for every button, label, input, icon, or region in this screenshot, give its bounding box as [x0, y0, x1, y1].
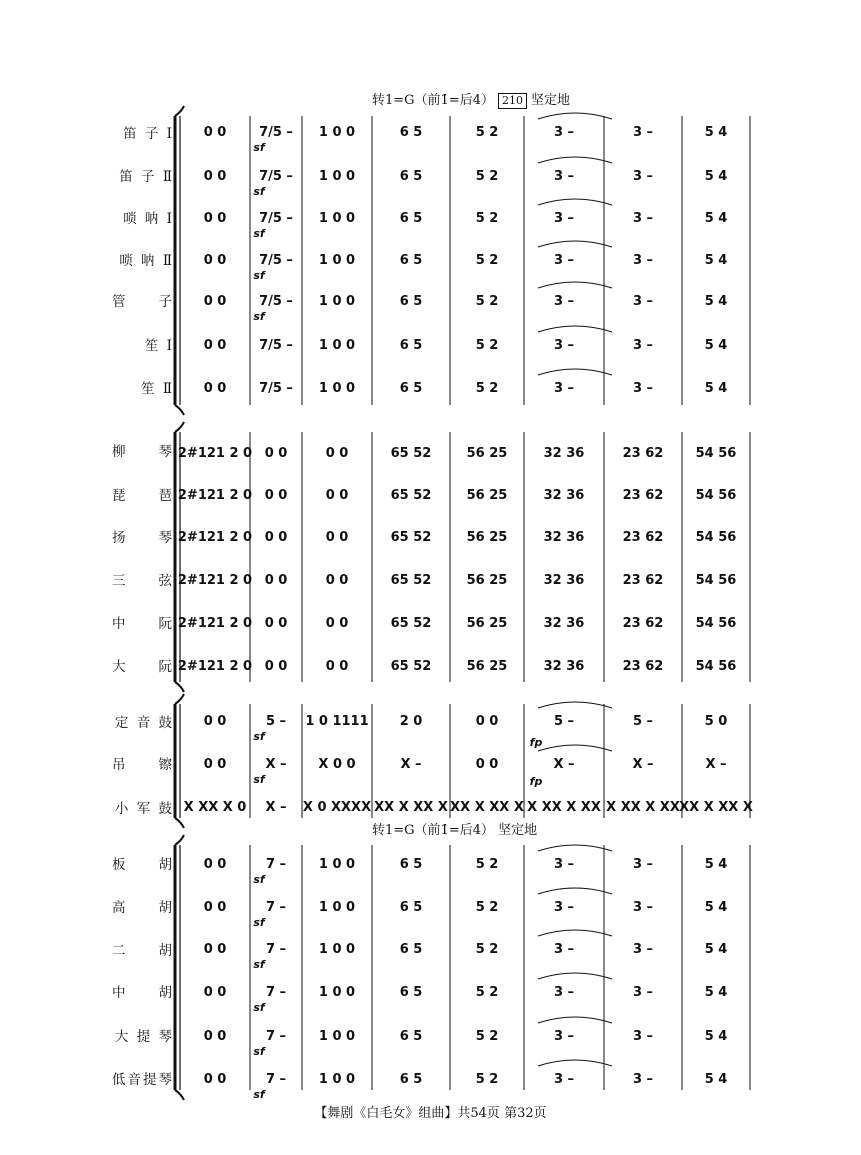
note-g2-r2-m3: XX X XX X [374, 800, 448, 815]
note-g0-r1-m5: 3 – [553, 169, 575, 184]
dyn-sf-g3-r5: sf [253, 1088, 265, 1101]
note-g2-r2-m1: X – [265, 800, 287, 815]
tie-g3-r1 [538, 888, 612, 894]
note-g3-r5-m1: 7 – [265, 1072, 287, 1087]
note-g0-r2-m0: 0 0 [203, 211, 227, 226]
note-g2-r0-m0: 0 0 [203, 714, 227, 729]
instrument-label-timpani: 定 音 鼓 [114, 715, 174, 731]
note-g1-r4-m2: 0 0 [325, 616, 349, 631]
tie-g0-r5 [538, 326, 612, 332]
note-g0-r2-m6: 3 – [632, 211, 654, 226]
group-bracket-top-0 [175, 106, 184, 116]
note-g3-r3-m6: 3 – [632, 985, 654, 1000]
note-g3-r1-m0: 0 0 [203, 900, 227, 915]
note-g2-r2-m7: XX X XX X [679, 800, 753, 815]
instrument-label-dizi-2: 笛 子 Ⅱ [119, 169, 174, 185]
note-g1-r2-m4: 56 25 [466, 530, 508, 545]
note-g1-r3-m6: 23 62 [622, 573, 664, 588]
note-g0-r6-m7: 5 4 [704, 381, 728, 396]
note-g1-r3-m5: 32 36 [543, 573, 585, 588]
tie-g3-r2 [538, 930, 612, 936]
note-g1-r2-m5: 32 36 [543, 530, 585, 545]
dyn-sf-g0-r0: sf [253, 141, 265, 154]
instrument-label-zhongruan: 中 阮 [112, 616, 174, 632]
instrument-label-dizi-1: 笛 子 Ⅰ [123, 126, 174, 142]
note-g3-r4-m2: 1 0 0 [318, 1029, 356, 1044]
note-g1-r4-m7: 54 56 [695, 616, 737, 631]
note-g2-r1-m4: 0 0 [475, 757, 499, 772]
note-g1-r5-m5: 32 36 [543, 659, 585, 674]
note-g3-r3-m3: 6 5 [399, 985, 423, 1000]
note-g0-r3-m6: 3 – [632, 253, 654, 268]
instrument-label-contrabass: 低音提琴 [112, 1072, 174, 1088]
note-g1-r5-m4: 56 25 [466, 659, 508, 674]
note-g1-r0-m2: 0 0 [325, 446, 349, 461]
note-g1-r5-m0: 2#121 2 0 [177, 659, 253, 674]
note-g0-r0-m6: 3 – [632, 125, 654, 140]
note-g1-r2-m2: 0 0 [325, 530, 349, 545]
note-g1-r3-m4: 56 25 [466, 573, 508, 588]
note-g3-r2-m7: 5 4 [704, 942, 728, 957]
rehearsal-number: 210 [498, 93, 527, 109]
note-g1-r1-m2: 0 0 [325, 488, 349, 503]
note-g1-r1-m0: 2#121 2 0 [177, 488, 253, 503]
note-g0-r6-m5: 3 – [553, 381, 575, 396]
note-g0-r0-m4: 5 2 [475, 125, 499, 140]
note-g0-r6-m1: 7/5 – [259, 381, 293, 396]
tempo-text: 坚定地 [530, 93, 570, 108]
note-g3-r0-m7: 5 4 [704, 857, 728, 872]
note-g3-r1-m5: 3 – [553, 900, 575, 915]
note-g0-r3-m4: 5 2 [475, 253, 499, 268]
note-g3-r2-m6: 3 – [632, 942, 654, 957]
note-g1-r0-m4: 56 25 [466, 446, 508, 461]
note-g0-r6-m6: 3 – [632, 381, 654, 396]
note-g3-r3-m5: 3 – [553, 985, 575, 1000]
instrument-label-sanxian: 三 弦 [112, 573, 174, 589]
note-g3-r5-m3: 6 5 [399, 1072, 423, 1087]
note-g3-r3-m7: 5 4 [704, 985, 728, 1000]
note-g3-r1-m2: 1 0 0 [318, 900, 356, 915]
note-g3-r5-m0: 0 0 [203, 1072, 227, 1087]
group-bracket-bottom-0 [175, 405, 184, 415]
note-g2-r1-m1: X – [265, 757, 287, 772]
dyn-sf-g0-r3: sf [253, 269, 265, 282]
note-g2-r1-m3: X – [400, 757, 422, 772]
note-g0-r2-m4: 5 2 [475, 211, 499, 226]
note-g2-r2-m6: X XX X XX [606, 800, 680, 815]
instrument-label-snare: 小 军 鼓 [114, 801, 174, 817]
note-g2-r2-m4: XX X XX X [450, 800, 524, 815]
instrument-label-pipa: 琵 琶 [112, 488, 174, 504]
note-g2-r0-m2: 1 0 1111 [305, 714, 369, 729]
note-g1-r3-m2: 0 0 [325, 573, 349, 588]
dyn-sf-g0-r4: sf [253, 310, 265, 323]
key-change-text-lower: 转1=G（前1̇=后4） [372, 823, 494, 838]
dyn-sf-g3-r4: sf [253, 1045, 265, 1058]
instrument-label-yangqin: 扬 琴 [112, 530, 174, 546]
note-g2-r0-m7: 5 0 [704, 714, 728, 729]
note-g1-r3-m1: 0 0 [264, 573, 288, 588]
note-g1-r5-m2: 0 0 [325, 659, 349, 674]
note-g1-r3-m7: 54 56 [695, 573, 737, 588]
tie-g3-r0 [538, 845, 612, 851]
note-g1-r4-m6: 23 62 [622, 616, 664, 631]
note-g0-r1-m6: 3 – [632, 169, 654, 184]
instrument-label-gaohu: 高 胡 [112, 900, 174, 916]
note-g0-r1-m3: 6 5 [399, 169, 423, 184]
dyn-sf-g3-r0: sf [253, 873, 265, 886]
note-g3-r2-m0: 0 0 [203, 942, 227, 957]
note-g3-r3-m2: 1 0 0 [318, 985, 356, 1000]
note-g0-r0-m1: 7/5 – [259, 125, 293, 140]
note-g3-r0-m4: 5 2 [475, 857, 499, 872]
note-g1-r5-m6: 23 62 [622, 659, 664, 674]
instrument-label-sheng-1: 笙 Ⅰ [144, 338, 174, 354]
note-g0-r0-m3: 6 5 [399, 125, 423, 140]
note-g1-r1-m5: 32 36 [543, 488, 585, 503]
note-g0-r1-m1: 7/5 – [259, 169, 293, 184]
note-g0-r5-m5: 3 – [553, 338, 575, 353]
note-g0-r6-m0: 0 0 [203, 381, 227, 396]
dyn-fp-cymbal: fp [529, 775, 543, 788]
note-g0-r2-m7: 5 4 [704, 211, 728, 226]
note-g2-r0-m4: 0 0 [475, 714, 499, 729]
note-g1-r2-m0: 2#121 2 0 [177, 530, 253, 545]
note-g0-r6-m2: 1 0 0 [318, 381, 356, 396]
note-g3-r5-m4: 5 2 [475, 1072, 499, 1087]
instrument-label-erhu: 二 胡 [112, 943, 174, 959]
note-g0-r4-m6: 3 – [632, 294, 654, 309]
note-g3-r1-m7: 5 4 [704, 900, 728, 915]
tie-g0-r3 [538, 241, 612, 247]
tie-g0-r4 [538, 282, 612, 288]
key-change-text: 转1=G（前1̇=后4） [372, 93, 494, 108]
note-g3-r0-m0: 0 0 [203, 857, 227, 872]
tie-g0-r6 [538, 369, 612, 375]
tie-g0-r1 [538, 157, 612, 163]
note-g1-r0-m0: 2#121 2 0 [177, 446, 253, 461]
note-g1-r2-m6: 23 62 [622, 530, 664, 545]
note-g3-r5-m7: 5 4 [704, 1072, 728, 1087]
note-g0-r3-m5: 3 – [553, 253, 575, 268]
dyn-sf-g3-r3: sf [253, 1001, 265, 1014]
note-g0-r3-m2: 1 0 0 [318, 253, 356, 268]
tie-g3-r5 [538, 1060, 612, 1066]
note-g1-r5-m3: 65 52 [390, 659, 432, 674]
note-g0-r4-m4: 5 2 [475, 294, 499, 309]
note-g0-r1-m4: 5 2 [475, 169, 499, 184]
page-footer: 【舞剧《白毛女》组曲】共54页 第32页 [314, 1106, 547, 1121]
note-g1-r4-m4: 56 25 [466, 616, 508, 631]
group-bracket-bottom-3 [175, 1090, 184, 1100]
note-g1-r1-m6: 23 62 [622, 488, 664, 503]
instrument-label-daruan: 大 阮 [112, 659, 174, 675]
note-g1-r0-m6: 23 62 [622, 446, 664, 461]
note-g3-r3-m4: 5 2 [475, 985, 499, 1000]
group-bracket-top-3 [175, 835, 184, 845]
note-g2-r0-m6: 5 – [632, 714, 654, 729]
instrument-label-sheng-2: 笙 Ⅱ [141, 381, 174, 397]
tie-cymbal [538, 745, 612, 751]
tempo-text-lower: 坚定地 [498, 823, 538, 838]
note-g0-r2-m1: 7/5 – [259, 211, 293, 226]
instrument-label-suona-1: 唢 呐 Ⅰ [123, 211, 174, 227]
note-g0-r1-m0: 0 0 [203, 169, 227, 184]
note-g0-r0-m0: 0 0 [203, 125, 227, 140]
note-g3-r5-m6: 3 – [632, 1072, 654, 1087]
dyn-sf-g0-r1: sf [253, 185, 265, 198]
note-g3-r4-m7: 5 4 [704, 1029, 728, 1044]
group-bracket-bottom-2 [175, 818, 184, 828]
note-g3-r2-m3: 6 5 [399, 942, 423, 957]
instrument-label-suona-2: 唢 呐 Ⅱ [119, 253, 174, 269]
note-g0-r4-m2: 1 0 0 [318, 294, 356, 309]
dyn-sf-g3-r2: sf [253, 958, 265, 971]
note-g3-r4-m5: 3 – [553, 1029, 575, 1044]
note-g0-r1-m2: 1 0 0 [318, 169, 356, 184]
note-g3-r3-m1: 7 – [265, 985, 287, 1000]
tie-g0-r2 [538, 199, 612, 205]
note-g1-r5-m1: 0 0 [264, 659, 288, 674]
note-g0-r5-m6: 3 – [632, 338, 654, 353]
note-g3-r4-m3: 6 5 [399, 1029, 423, 1044]
note-g0-r2-m2: 1 0 0 [318, 211, 356, 226]
note-g3-r2-m5: 3 – [553, 942, 575, 957]
note-g1-r3-m0: 2#121 2 0 [177, 573, 253, 588]
note-g0-r4-m3: 6 5 [399, 294, 423, 309]
instrument-label-zhonghu: 中 胡 [112, 985, 174, 1001]
group-bracket-top-2 [175, 694, 184, 704]
note-g1-r4-m3: 65 52 [390, 616, 432, 631]
note-g2-r1-m5: X – [553, 757, 575, 772]
note-g1-r2-m7: 54 56 [695, 530, 737, 545]
note-g3-r2-m1: 7 – [265, 942, 287, 957]
dyn-fp-timpani: fp [529, 736, 543, 749]
note-g0-r5-m1: 7/5 – [259, 338, 293, 353]
note-g3-r1-m3: 6 5 [399, 900, 423, 915]
note-g2-r0-m3: 2 0 [399, 714, 423, 729]
dyn-sf-g3-r1: sf [253, 916, 265, 929]
note-g3-r1-m1: 7 – [265, 900, 287, 915]
note-g0-r5-m7: 5 4 [704, 338, 728, 353]
instrument-label-guanzi: 管 子 [112, 294, 174, 310]
note-g0-r0-m7: 5 4 [704, 125, 728, 140]
note-g2-r1-m2: X 0 0 [318, 757, 356, 772]
note-g2-r1-m7: X – [705, 757, 727, 772]
note-g2-r0-m5: 5 – [553, 714, 575, 729]
note-g3-r0-m6: 3 – [632, 857, 654, 872]
note-g1-r0-m1: 0 0 [264, 446, 288, 461]
note-g1-r4-m0: 2#121 2 0 [177, 616, 253, 631]
note-g3-r5-m2: 1 0 0 [318, 1072, 356, 1087]
note-g2-r2-m2: X 0 XXXX [302, 800, 372, 815]
note-g3-r2-m2: 1 0 0 [318, 942, 356, 957]
note-g3-r0-m2: 1 0 0 [318, 857, 356, 872]
note-g0-r3-m3: 6 5 [399, 253, 423, 268]
note-g3-r5-m5: 3 – [553, 1072, 575, 1087]
note-g0-r1-m7: 5 4 [704, 169, 728, 184]
note-g0-r3-m0: 0 0 [203, 253, 227, 268]
note-g0-r3-m1: 7/5 – [259, 253, 293, 268]
note-g0-r4-m5: 3 – [553, 294, 575, 309]
note-g0-r4-m1: 7/5 – [259, 294, 293, 309]
note-g0-r4-m7: 5 4 [704, 294, 728, 309]
note-g3-r4-m0: 0 0 [203, 1029, 227, 1044]
group-bracket-bottom-1 [175, 682, 184, 692]
note-g1-r1-m3: 65 52 [390, 488, 432, 503]
note-g1-r0-m3: 65 52 [390, 446, 432, 461]
tie-g0-r0 [538, 113, 612, 119]
note-g1-r0-m5: 32 36 [543, 446, 585, 461]
note-g3-r1-m4: 5 2 [475, 900, 499, 915]
note-g3-r0-m3: 6 5 [399, 857, 423, 872]
note-g1-r0-m7: 54 56 [695, 446, 737, 461]
note-g1-r1-m4: 56 25 [466, 488, 508, 503]
note-g1-r4-m5: 32 36 [543, 616, 585, 631]
note-g3-r0-m1: 7 – [265, 857, 287, 872]
note-g3-r4-m1: 7 – [265, 1029, 287, 1044]
note-g2-r0-m1: 5 – [265, 714, 287, 729]
note-g3-r4-m4: 5 2 [475, 1029, 499, 1044]
note-g1-r2-m3: 65 52 [390, 530, 432, 545]
note-g2-r2-m5: X XX X XX [527, 800, 601, 815]
note-g0-r5-m0: 0 0 [203, 338, 227, 353]
note-g3-r0-m5: 3 – [553, 857, 575, 872]
note-g0-r5-m4: 5 2 [475, 338, 499, 353]
note-g0-r6-m4: 5 2 [475, 381, 499, 396]
instrument-label-banhu: 板 胡 [112, 857, 174, 873]
note-g0-r2-m3: 6 5 [399, 211, 423, 226]
instrument-label-liuqin: 柳 琴 [112, 444, 174, 460]
note-g0-r0-m5: 3 – [553, 125, 575, 140]
note-g1-r1-m1: 0 0 [264, 488, 288, 503]
note-g0-r0-m2: 1 0 0 [318, 125, 356, 140]
dyn-sf-perc-2: sf [253, 773, 265, 786]
note-g0-r3-m7: 5 4 [704, 253, 728, 268]
note-g3-r3-m0: 0 0 [203, 985, 227, 1000]
note-g3-r2-m4: 5 2 [475, 942, 499, 957]
note-g1-r2-m1: 0 0 [264, 530, 288, 545]
group-bracket-top-1 [175, 422, 184, 432]
dyn-sf-g0-r2: sf [253, 227, 265, 240]
instrument-label-cymbal: 吊 镲 [112, 757, 174, 773]
note-g0-r6-m3: 6 5 [399, 381, 423, 396]
instrument-label-cello: 大 提 琴 [114, 1029, 174, 1045]
note-g1-r3-m3: 65 52 [390, 573, 432, 588]
note-g3-r1-m6: 3 – [632, 900, 654, 915]
note-g0-r4-m0: 0 0 [203, 294, 227, 309]
note-g1-r1-m7: 54 56 [695, 488, 737, 503]
note-g2-r1-m0: 0 0 [203, 757, 227, 772]
note-g0-r5-m2: 1 0 0 [318, 338, 356, 353]
tie-g3-r4 [538, 1017, 612, 1023]
dyn-sf-perc-1: sf [253, 730, 265, 743]
note-g0-r5-m3: 6 5 [399, 338, 423, 353]
note-g2-r2-m0: X XX X 0 [183, 800, 247, 815]
tie-timpani [538, 702, 612, 708]
note-g1-r5-m7: 54 56 [695, 659, 737, 674]
note-g2-r1-m6: X – [632, 757, 654, 772]
note-g3-r4-m6: 3 – [632, 1029, 654, 1044]
tie-g3-r3 [538, 973, 612, 979]
note-g1-r4-m1: 0 0 [264, 616, 288, 631]
note-g0-r2-m5: 3 – [553, 211, 575, 226]
